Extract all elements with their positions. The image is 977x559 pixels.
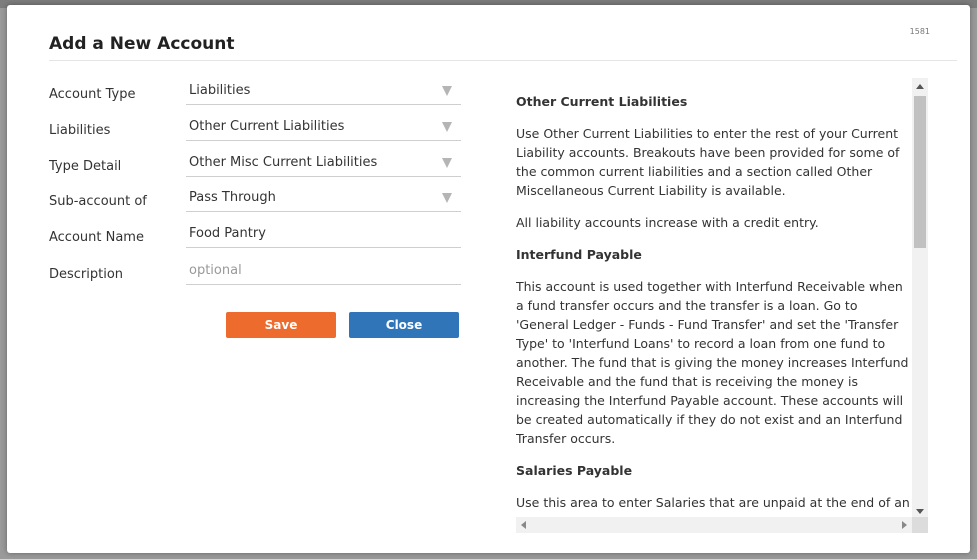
help-vertical-scrollbar[interactable]	[912, 78, 928, 517]
account-name-input[interactable]	[186, 220, 459, 246]
dropdown-arrow-icon[interactable]	[442, 193, 452, 203]
help-paragraph: Use this area to enter Salaries that are unpaid at the end of an	[516, 495, 910, 510]
description-label: Description	[49, 267, 124, 282]
help-panel[interactable]	[516, 78, 928, 533]
scrollbar-corner	[912, 517, 928, 533]
dialog-title: Add a New Account	[49, 34, 235, 54]
account-type-row	[7, 77, 477, 113]
account-type-label: Account Type	[49, 87, 136, 102]
scroll-down-icon[interactable]	[916, 509, 924, 514]
scroll-up-icon[interactable]	[916, 84, 924, 89]
dialog-id-label: 1581	[909, 27, 930, 36]
account-name-field[interactable]	[186, 220, 461, 248]
type-detail-label: Type Detail	[49, 159, 122, 174]
sub-account-value: Pass Through	[189, 190, 276, 205]
description-input[interactable]	[186, 257, 459, 283]
description-field[interactable]	[186, 257, 461, 285]
scroll-right-icon[interactable]	[902, 521, 907, 529]
category-label: Liabilities	[49, 123, 111, 138]
help-heading: Other Current Liabilities	[516, 94, 688, 109]
category-value: Other Current Liabilities	[189, 119, 345, 134]
category-row	[7, 113, 477, 149]
dropdown-arrow-icon[interactable]	[442, 122, 452, 132]
account-type-select[interactable]	[186, 77, 461, 105]
account-type-value: Liabilities	[189, 83, 251, 98]
description-row	[7, 257, 477, 293]
help-paragraph: All liability accounts increase with a credit entry.	[516, 215, 819, 230]
scrollbar-thumb[interactable]	[914, 96, 926, 248]
sub-account-label: Sub-account of	[49, 194, 147, 209]
help-horizontal-scrollbar[interactable]	[516, 517, 912, 533]
close-button[interactable]: Close	[349, 312, 459, 338]
help-paragraph: This account is used together with Interfund Receivable when a fund transfer occurs and the transfer is a loan. Go to 'General Ledger - Funds - Fund Transfer' and set the 'Transfer Type' to 'Interfund Loans' to record a loan from one fund to another. The fund that is giving the money increases Interfund Receivable and the fund that is receiving the money is increasing the Interfund Payable account. These accounts will be created automatically if they do not exist and an Interfund Transfer occurs.	[516, 279, 909, 446]
add-account-dialog	[7, 5, 970, 553]
type-detail-value: Other Misc Current Liabilities	[189, 155, 378, 170]
title-divider	[49, 60, 957, 61]
help-paragraph: Use Other Current Liabilities to enter the rest of your Current Liability accounts. Breakouts have been provided for some of the common current liabilities and a section called Other Miscellaneous Current Liability is available.	[516, 126, 900, 198]
dropdown-arrow-icon[interactable]	[442, 86, 452, 96]
account-name-label: Account Name	[49, 230, 144, 245]
help-content	[516, 92, 912, 525]
sub-account-select[interactable]	[186, 184, 461, 212]
sub-account-row	[7, 184, 477, 220]
type-detail-row	[7, 149, 477, 185]
scroll-left-icon[interactable]	[521, 521, 526, 529]
category-select[interactable]	[186, 113, 461, 141]
save-button[interactable]: Save	[226, 312, 336, 338]
help-heading: Salaries Payable	[516, 463, 633, 478]
type-detail-select[interactable]	[186, 149, 461, 177]
account-name-row	[7, 220, 477, 256]
dropdown-arrow-icon[interactable]	[442, 158, 452, 168]
help-heading: Interfund Payable	[516, 247, 642, 262]
